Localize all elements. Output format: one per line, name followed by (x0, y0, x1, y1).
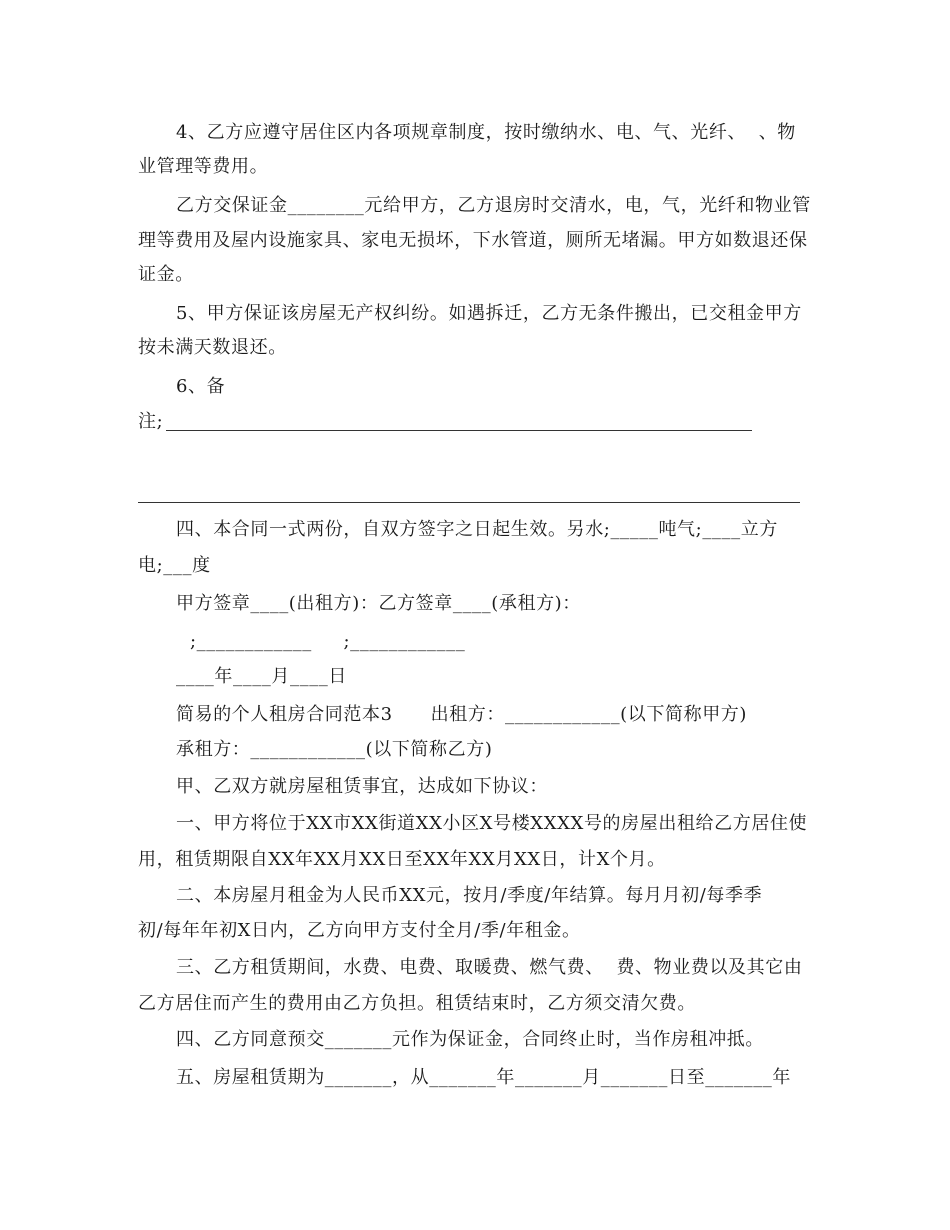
paragraph-line: 4、乙方应遵守居住区内各项规章制度，按时缴纳水、电、气、光纤、 、物 (176, 122, 796, 143)
signature-line: 甲方签章____(出租方)：乙方签章____(承租方)： (176, 593, 581, 614)
paragraph-line: 用，租赁期限自XX年XX月XX日至XX年XX月XX日，计X个月。 (138, 849, 666, 870)
paragraph-line: 按未满天数退还。 (138, 337, 287, 358)
paragraph-line: 理等费用及屋内设施家具、家电无损坏，下水管道，厕所无堵漏。甲方如数退还保 (138, 230, 808, 251)
remarks-underline (166, 430, 752, 431)
paragraph-line: 四、乙方同意预交_______元作为保证金，合同终止时，当作房租冲抵。 (176, 1029, 764, 1050)
paragraph-line: 简易的个人租房合同范本3 出租方：____________(以下简称甲方) (176, 704, 748, 725)
paragraph-line: 五、房屋租赁期为_______，从_______年_______月_______日至_______年 (176, 1067, 791, 1088)
date-line: ____年____月____日 (176, 666, 347, 687)
paragraph-line: 乙方交保证金________元给甲方，乙方退房时交清水，电，气，光纤和物业管 (176, 195, 811, 216)
paragraph-line: 5、甲方保证该房屋无产权纠纷。如遇拆迁，乙方无条件搬出，已交租金甲方 (176, 303, 802, 324)
paragraph-line: 证金。 (138, 264, 194, 285)
paragraph-line: 二、本房屋月租金为人民币XX元，按月/季度/年结算。每月月初/每季季 (176, 885, 763, 906)
paragraph-line: 三、乙方租赁期间，水费、电费、取暖费、燃气费、 费、物业费以及其它由 (176, 957, 803, 978)
remarks-label: 注; (138, 411, 164, 432)
paragraph-line: 初/每年年初X日内，乙方向甲方支付全月/季/年租金。 (138, 920, 581, 941)
paragraph-line: 承租方：____________(以下简称乙方) (176, 739, 493, 760)
paragraph-line: 乙方居住而产生的费用由乙方负担。租赁结束时，乙方须交清欠费。 (138, 993, 696, 1014)
separator-line (138, 502, 800, 503)
paragraph-line: 电;___度 (138, 555, 211, 576)
paragraph-line: 一、甲方将位于XX市XX街道XX小区X号楼XXXX号的房屋出租给乙方居住使 (176, 813, 808, 834)
paragraph-line: 业管理等费用。 (138, 156, 269, 177)
paragraph-line: 甲、乙双方就房屋租赁事宜，达成如下协议： (176, 776, 548, 797)
paragraph-line: 四、本合同一式两份，自双方签字之日起生效。另水;_____吨气;____立方 (176, 519, 778, 540)
paragraph-line: 6、备 (176, 376, 226, 397)
signature-blank-line: ;____________ ;____________ (190, 631, 466, 652)
